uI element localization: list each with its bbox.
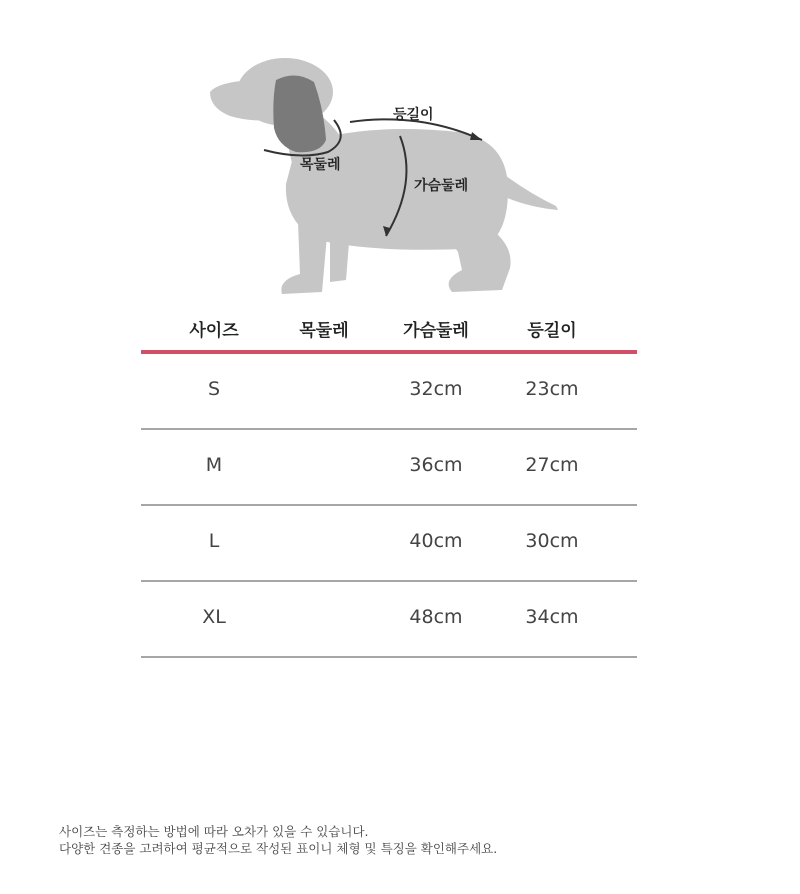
chest-cell: 32cm xyxy=(409,378,463,400)
back-length-label: 등길이 xyxy=(393,107,434,123)
table-row xyxy=(141,582,637,658)
back-length-arrowhead xyxy=(470,132,482,140)
header-chest: 가슴둘레 xyxy=(403,321,469,341)
note-measurement-error: 사이즈는 측정하는 방법에 따라 오차가 있을 수 있습니다. xyxy=(59,824,369,839)
size-table xyxy=(141,300,637,658)
chest-label: 가슴둘레 xyxy=(414,178,469,194)
header-size: 사이즈 xyxy=(189,321,239,341)
size-cell: M xyxy=(205,454,223,476)
size-cell: XL xyxy=(202,606,226,628)
chest-cell: 36cm xyxy=(409,454,463,476)
dog-measurement-figure xyxy=(190,40,580,305)
table-row xyxy=(141,430,637,506)
size-notes xyxy=(59,823,497,857)
dog-silhouette xyxy=(210,58,558,294)
size-cell: S xyxy=(207,378,221,400)
header-neck: 목둘레 xyxy=(299,321,349,341)
size-cell: L xyxy=(208,530,220,552)
table-row xyxy=(141,354,637,430)
note-breed-average: 다양한 견종을 고려하여 평균적으로 작성된 표이니 체형 및 특징을 확인해주세요. xyxy=(59,841,498,856)
header-back-length: 등길이 xyxy=(527,321,577,341)
neck-label: 목둘레 xyxy=(300,157,341,173)
chest-cell: 48cm xyxy=(409,606,463,628)
back-length-cell: 23cm xyxy=(525,378,579,400)
chest-cell: 40cm xyxy=(409,530,463,552)
back-length-cell: 30cm xyxy=(525,530,579,552)
back-length-cell: 27cm xyxy=(525,454,579,476)
dog-illustration xyxy=(190,40,580,305)
back-length-cell: 34cm xyxy=(525,606,579,628)
table-header xyxy=(141,300,637,354)
table-row xyxy=(141,506,637,582)
